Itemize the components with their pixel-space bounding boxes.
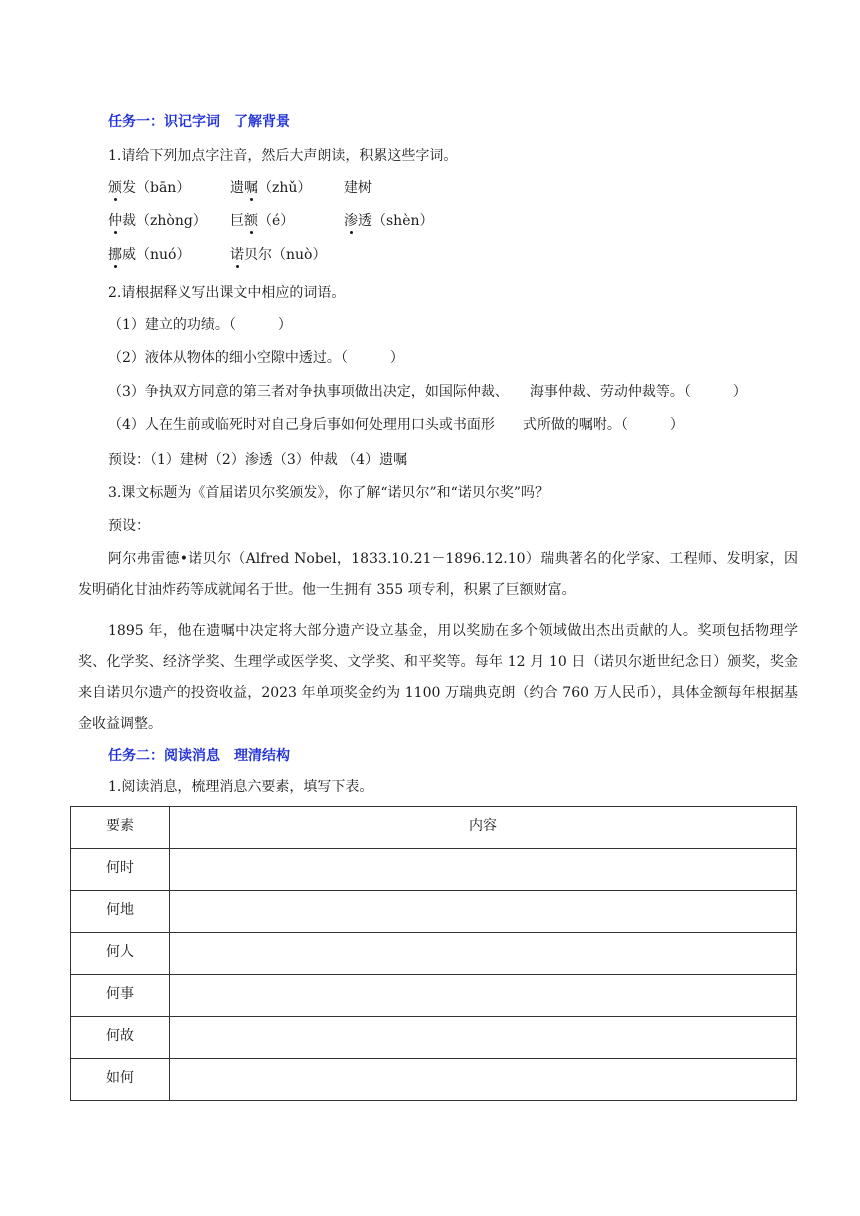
nobel-prize-paragraph: 1895 年，他在遗嘱中决定将大部分遗产设立基金，用以奖励在多个领域做出杰出贡献的人。奖项包括物理学奖、化学奖、经济学奖、生理学或医学奖、文学奖、和平奖等。每年 12 月 10 日（诺贝尔逝世纪念日）颁奖，奖金来自诺贝尔遗产的投资收益，2023 年单项奖金约为 1100 万瑞典克朗（约合 760 万人民币），具体金额每年根据基金收益调整。 [78, 623, 798, 732]
table-header-row [71, 807, 797, 849]
definition-3: （3）争执双方同意的第三者对争执事项做出决定，如国际仲裁、 海事仲裁、劳动仲裁等。（ ） [108, 384, 747, 400]
row-label-where: 何地 [71, 891, 170, 933]
definition-4: （4）人在生前或临死时对自己身后事如何处理用口头或书面形 式所做的嘱咐。（ ） [108, 417, 684, 433]
task2-heading: 任务二：阅读消息 理清结构 [108, 748, 290, 764]
word-item-zhongcai: 仲裁（zhòng） [108, 213, 207, 229]
dotted-char: 颁 [108, 180, 122, 196]
six-elements-table [70, 806, 797, 1101]
row-label-who: 何人 [71, 933, 170, 975]
word-item-jue: 巨额（é） [230, 213, 295, 229]
header-element: 要素 [71, 807, 170, 849]
dotted-char: 诺 [230, 247, 244, 263]
nobel-bio-paragraph: 阿尔弗雷德•诺贝尔（Alfred Nobel，1833.10.21－1896.12.10）瑞典著名的化学家、工程师、发明家，因发明硝化甘油炸药等成就闻名于世。他一生拥有 355 项专利，积累了巨额财富。 [78, 551, 798, 598]
question-1: 1.请给下列加点字注音，然后大声朗读，积累这些字词。 [108, 148, 458, 164]
content-cell-what[interactable] [170, 975, 797, 1017]
table-row [71, 849, 797, 891]
task1-heading: 任务一：识记字词 了解背景 [108, 114, 290, 130]
question-2: 2.请根据释义写出课文中相应的词语。 [108, 285, 346, 301]
word-item-jianshu: 建树 [344, 180, 372, 196]
word-item-shentou: 渗透（shèn） [344, 213, 434, 229]
answer-3-label: 预设： [108, 518, 150, 534]
table-row [71, 933, 797, 975]
table-row [71, 1059, 797, 1101]
table-row [71, 891, 797, 933]
dotted-char: 渗 [344, 213, 358, 229]
row-label-how: 如何 [71, 1059, 170, 1101]
row-label-why: 何故 [71, 1017, 170, 1059]
word-item-nuobeier: 诺贝尔（nuò） [230, 247, 327, 263]
dotted-char: 额 [244, 213, 258, 229]
dotted-char: 挪 [108, 247, 122, 263]
word-item-nuowei: 挪威（nuó） [108, 247, 191, 263]
dotted-char: 嘱 [244, 180, 258, 196]
dotted-char: 仲 [108, 213, 122, 229]
definition-2: （2）液体从物体的细小空隙中透过。（ ） [108, 350, 404, 366]
row-label-what: 何事 [71, 975, 170, 1017]
content-cell-where[interactable] [170, 891, 797, 933]
word-item-yizhu: 遗嘱（zhǔ） [230, 180, 312, 196]
table-row [71, 975, 797, 1017]
answer-2: 预设：（1）建树（2）渗透（3）仲裁 （4）遗嘱 [108, 452, 408, 468]
row-label-when: 何时 [71, 849, 170, 891]
header-content: 内容 [170, 807, 797, 849]
word-item-banfa: 颁发（bān） [108, 180, 191, 196]
content-cell-who[interactable] [170, 933, 797, 975]
table-row [71, 1017, 797, 1059]
task2-question-1: 1.阅读消息，梳理消息六要素，填写下表。 [108, 779, 374, 795]
definition-1: （1）建立的功绩。（ ） [108, 317, 292, 333]
content-cell-how[interactable] [170, 1059, 797, 1101]
content-cell-why[interactable] [170, 1017, 797, 1059]
question-3: 3.课文标题为《首届诺贝尔奖颁发》，你了解“诺贝尔”和“诺贝尔奖”吗？ [108, 485, 549, 501]
content-cell-when[interactable] [170, 849, 797, 891]
